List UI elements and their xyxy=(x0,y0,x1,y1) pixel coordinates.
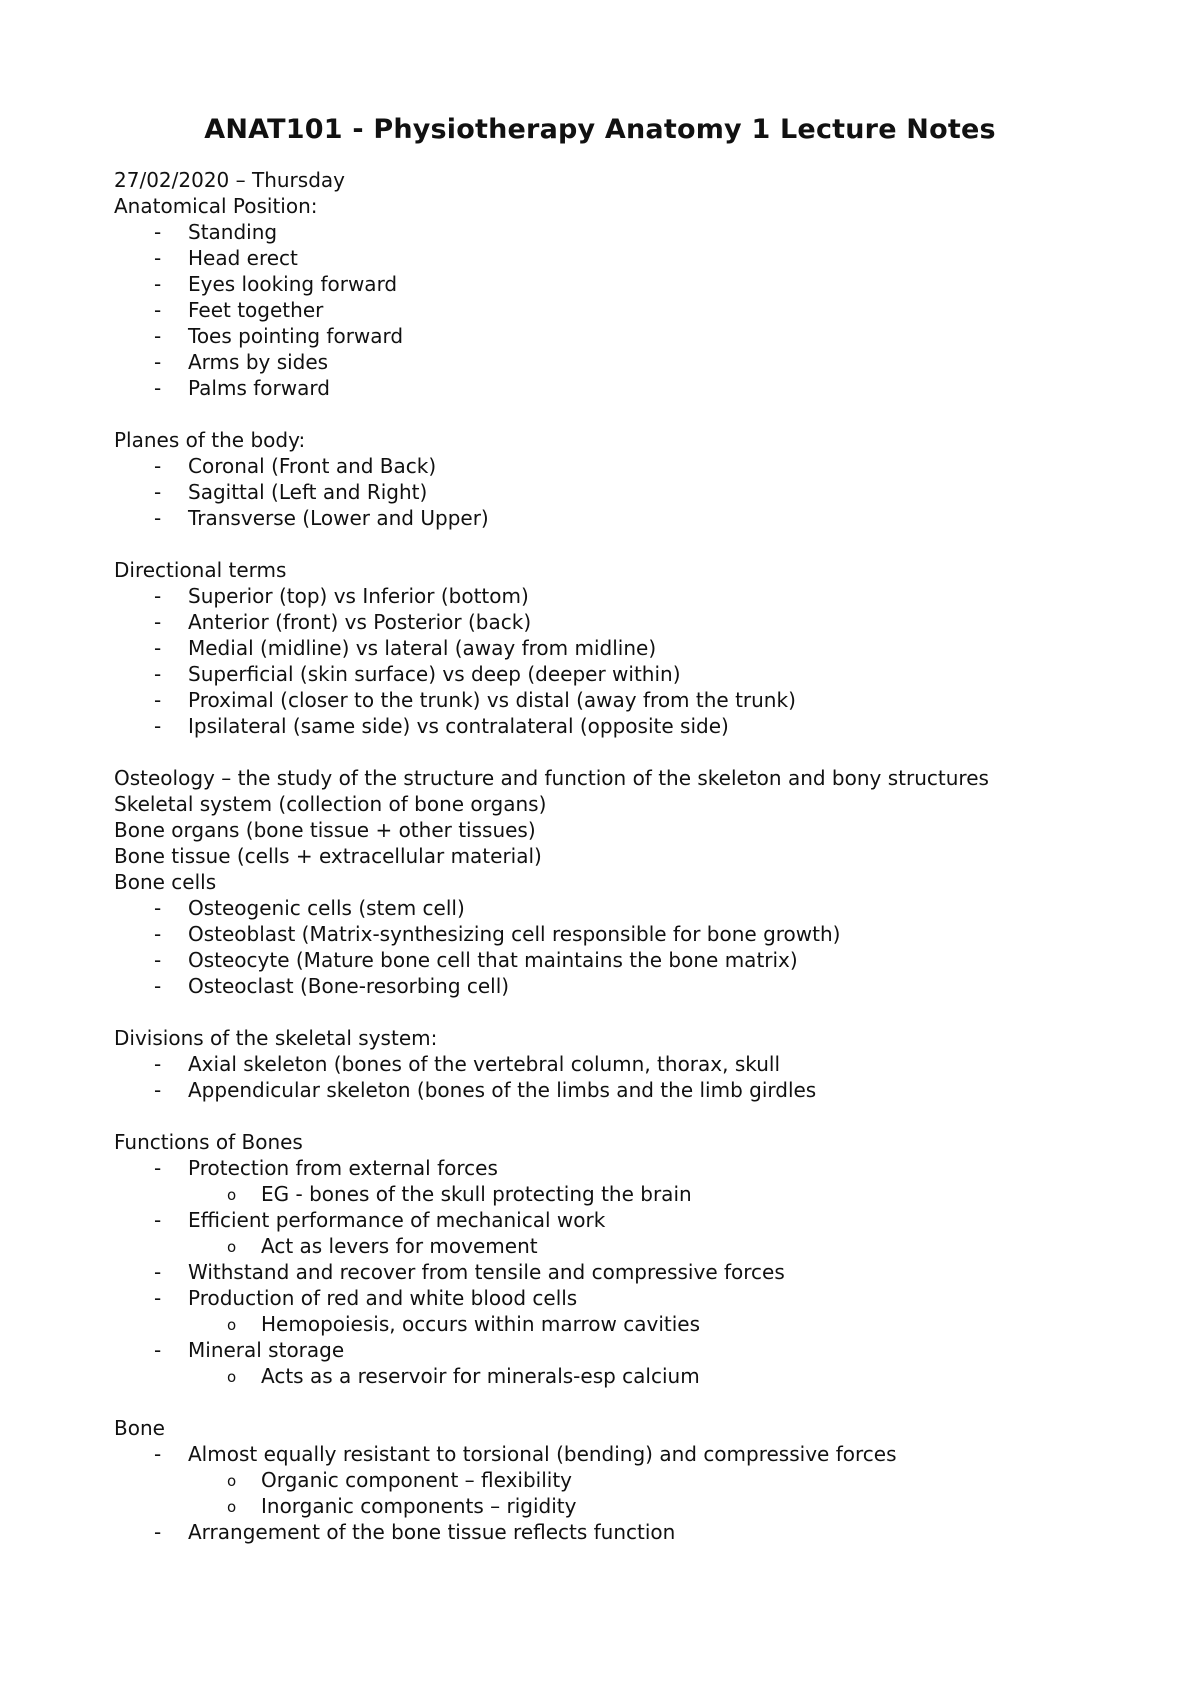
bullet-item xyxy=(114,453,1114,479)
note-line xyxy=(114,167,1114,193)
bullet-item xyxy=(114,479,1114,505)
dash-marker: - xyxy=(154,1052,162,1076)
bullet-item xyxy=(114,1207,1114,1233)
bullet-item xyxy=(114,349,1114,375)
bullet-item xyxy=(114,323,1114,349)
dash-marker: - xyxy=(154,246,162,270)
dash-marker: - xyxy=(154,948,162,972)
bullet-item xyxy=(114,583,1114,609)
line-text: Skeletal system (collection of bone organs) xyxy=(114,792,547,816)
circle-marker: o xyxy=(227,1368,237,1386)
line-text: Planes of the body: xyxy=(114,428,306,452)
line-text: Ipsilateral (same side) vs contralateral (opposite side) xyxy=(188,714,729,738)
line-text: Eyes looking forward xyxy=(188,272,398,296)
blank-line xyxy=(114,1103,1114,1129)
line-text: Toes pointing forward xyxy=(188,324,404,348)
line-text: Functions of Bones xyxy=(114,1130,303,1154)
line-text: Divisions of the skeletal system: xyxy=(114,1026,438,1050)
line-text: Osteology – the study of the structure and function of the skeleton and bony structures xyxy=(114,766,989,790)
bullet-item xyxy=(114,219,1114,245)
bullet-item xyxy=(114,713,1114,739)
dash-marker: - xyxy=(154,714,162,738)
sub-bullet-item xyxy=(114,1181,1114,1207)
bullet-item xyxy=(114,921,1114,947)
line-text: Almost equally resistant to torsional (bending) and compressive forces xyxy=(188,1442,897,1466)
line-text: Proximal (closer to the trunk) vs distal (away from the trunk) xyxy=(188,688,796,712)
dash-marker: - xyxy=(154,974,162,998)
line-text: Withstand and recover from tensile and compressive forces xyxy=(188,1260,785,1284)
line-text: Arrangement of the bone tissue reflects function xyxy=(188,1520,676,1544)
line-text: Bone xyxy=(114,1416,165,1440)
sub-bullet-item xyxy=(114,1233,1114,1259)
bullet-item xyxy=(114,947,1114,973)
line-text: Palms forward xyxy=(188,376,330,400)
note-line xyxy=(114,869,1114,895)
line-text: Standing xyxy=(188,220,278,244)
bullet-item xyxy=(114,505,1114,531)
note-line xyxy=(114,817,1114,843)
dash-marker: - xyxy=(154,896,162,920)
dash-marker: - xyxy=(154,1078,162,1102)
line-text: Head erect xyxy=(188,246,298,270)
line-text: Act as levers for movement xyxy=(261,1234,538,1258)
note-line xyxy=(114,193,1114,219)
sub-bullet-item xyxy=(114,1363,1114,1389)
note-line xyxy=(114,843,1114,869)
line-text: Protection from external forces xyxy=(188,1156,498,1180)
line-text: Sagittal (Left and Right) xyxy=(188,480,428,504)
line-text: Medial (midline) vs lateral (away from midline) xyxy=(188,636,657,660)
dash-marker: - xyxy=(154,922,162,946)
dash-marker: - xyxy=(154,454,162,478)
line-text: Efficient performance of mechanical work xyxy=(188,1208,606,1232)
note-line xyxy=(114,1415,1114,1441)
bullet-item xyxy=(114,687,1114,713)
bullet-item xyxy=(114,375,1114,401)
dash-marker: - xyxy=(154,1442,162,1466)
line-text: Arms by sides xyxy=(188,350,329,374)
dash-marker: - xyxy=(154,584,162,608)
dash-marker: - xyxy=(154,1208,162,1232)
bullet-item xyxy=(114,609,1114,635)
line-text: 27/02/2020 – Thursday xyxy=(114,168,345,192)
blank-line xyxy=(114,1389,1114,1415)
line-text: Bone tissue (cells + extracellular material) xyxy=(114,844,542,868)
bullet-item xyxy=(114,1155,1114,1181)
bullet-item xyxy=(114,635,1114,661)
dash-marker: - xyxy=(154,298,162,322)
circle-marker: o xyxy=(227,1472,237,1490)
circle-marker: o xyxy=(227,1186,237,1204)
document-title: ANAT101 - Physiotherapy Anatomy 1 Lecture Notes xyxy=(204,114,996,145)
dash-marker: - xyxy=(154,324,162,348)
line-text: Acts as a reservoir for minerals-esp calcium xyxy=(261,1364,700,1388)
dash-marker: - xyxy=(154,1338,162,1362)
notes-body xyxy=(114,167,1114,1545)
line-text: Transverse (Lower and Upper) xyxy=(188,506,489,530)
sub-bullet-item xyxy=(114,1467,1114,1493)
line-text: Osteogenic cells (stem cell) xyxy=(188,896,465,920)
bullet-item xyxy=(114,1337,1114,1363)
line-text: Superior (top) vs Inferior (bottom) xyxy=(188,584,529,608)
bullet-item xyxy=(114,1259,1114,1285)
dash-marker: - xyxy=(154,662,162,686)
dash-marker: - xyxy=(154,636,162,660)
note-line xyxy=(114,557,1114,583)
bullet-item xyxy=(114,1077,1114,1103)
line-text: Coronal (Front and Back) xyxy=(188,454,437,478)
circle-marker: o xyxy=(227,1238,237,1256)
line-text: Osteocyte (Mature bone cell that maintains the bone matrix) xyxy=(188,948,798,972)
dash-marker: - xyxy=(154,272,162,296)
dash-marker: - xyxy=(154,1156,162,1180)
blank-line xyxy=(114,999,1114,1025)
note-line xyxy=(114,765,1114,791)
line-text: Production of red and white blood cells xyxy=(188,1286,578,1310)
dash-marker: - xyxy=(154,1286,162,1310)
line-text: Feet together xyxy=(188,298,324,322)
note-line xyxy=(114,791,1114,817)
note-line xyxy=(114,1025,1114,1051)
note-line xyxy=(114,1129,1114,1155)
line-text: Mineral storage xyxy=(188,1338,345,1362)
blank-line xyxy=(114,531,1114,557)
line-text: EG - bones of the skull protecting the brain xyxy=(261,1182,692,1206)
bullet-item xyxy=(114,1519,1114,1545)
line-text: Axial skeleton (bones of the vertebral column, thorax, skull xyxy=(188,1052,781,1076)
line-text: Directional terms xyxy=(114,558,287,582)
bullet-item xyxy=(114,245,1114,271)
line-text: Inorganic components – rigidity xyxy=(261,1494,577,1518)
dash-marker: - xyxy=(154,350,162,374)
line-text: Bone cells xyxy=(114,870,217,894)
dash-marker: - xyxy=(154,220,162,244)
dash-marker: - xyxy=(154,688,162,712)
line-text: Osteoblast (Matrix-synthesizing cell responsible for bone growth) xyxy=(188,922,841,946)
dash-marker: - xyxy=(154,376,162,400)
dash-marker: - xyxy=(154,506,162,530)
dash-marker: - xyxy=(154,610,162,634)
bullet-item xyxy=(114,1285,1114,1311)
bullet-item xyxy=(114,1441,1114,1467)
line-text: Organic component – flexibility xyxy=(261,1468,572,1492)
bullet-item xyxy=(114,661,1114,687)
bullet-item xyxy=(114,973,1114,999)
dash-marker: - xyxy=(154,1520,162,1544)
bullet-item xyxy=(114,895,1114,921)
line-text: Bone organs (bone tissue + other tissues) xyxy=(114,818,536,842)
bullet-item xyxy=(114,1051,1114,1077)
blank-line xyxy=(114,739,1114,765)
dash-marker: - xyxy=(154,1260,162,1284)
line-text: Osteoclast (Bone-resorbing cell) xyxy=(188,974,510,998)
dash-marker: - xyxy=(154,480,162,504)
line-text: Superficial (skin surface) vs deep (deeper within) xyxy=(188,662,681,686)
line-text: Anterior (front) vs Posterior (back) xyxy=(188,610,532,634)
note-line xyxy=(114,427,1114,453)
line-text: Anatomical Position: xyxy=(114,194,318,218)
blank-line xyxy=(114,401,1114,427)
line-text: Hemopoiesis, occurs within marrow cavities xyxy=(261,1312,701,1336)
circle-marker: o xyxy=(227,1316,237,1334)
bullet-item xyxy=(114,271,1114,297)
sub-bullet-item xyxy=(114,1493,1114,1519)
sub-bullet-item xyxy=(114,1311,1114,1337)
bullet-item xyxy=(114,297,1114,323)
circle-marker: o xyxy=(227,1498,237,1516)
line-text: Appendicular skeleton (bones of the limbs and the limb girdles xyxy=(188,1078,817,1102)
